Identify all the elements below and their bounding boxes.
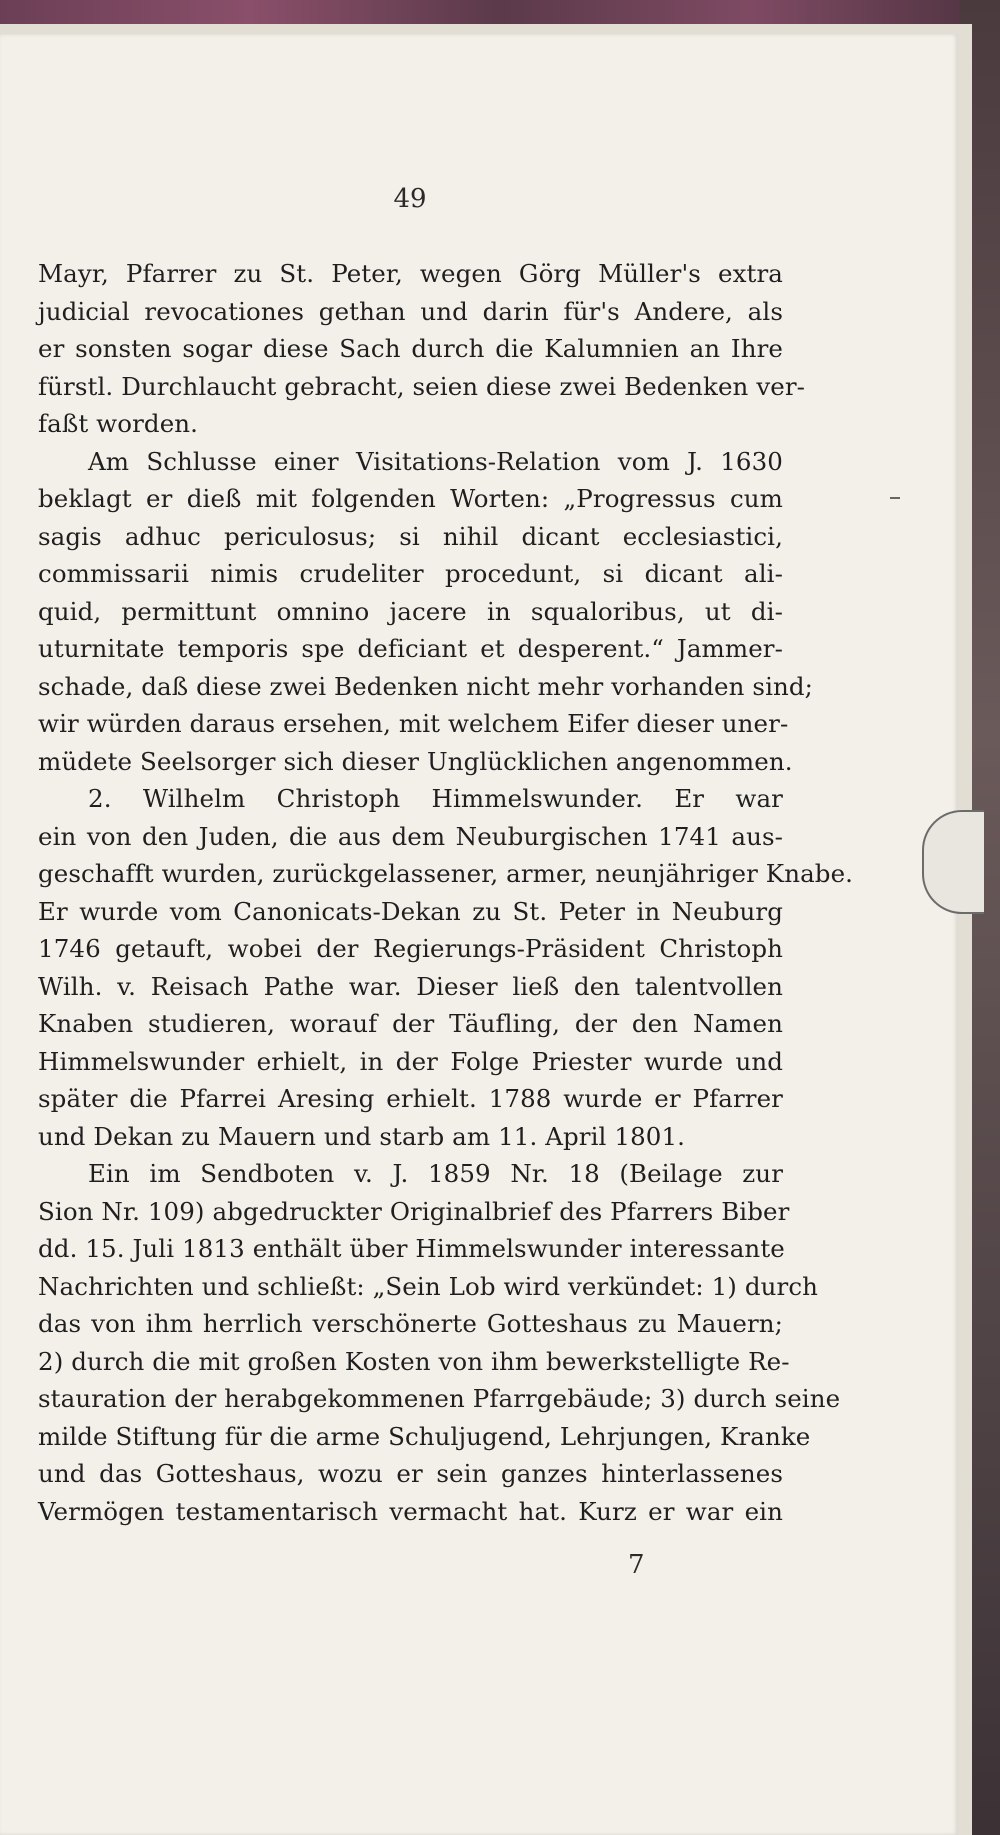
text-line: geschafft wurden, zurückgelassener, armer, neunjähriger Knabe. bbox=[38, 859, 854, 888]
text-line: Nachrichten und schließt: „Sein Lob wird verkündet: 1) durch bbox=[38, 1271, 819, 1301]
text-line: faßt worden. bbox=[38, 409, 199, 438]
text-line: Sion Nr. 109) abgedruckter Originalbrief des Pfarrers Biber bbox=[38, 1196, 790, 1226]
body-text bbox=[38, 255, 854, 1530]
text-line: schade, daß diese zwei Bedenken nicht mehr vorhanden sind; bbox=[38, 671, 814, 701]
text-line: quid, permittunt omnino jacere in squaloribus, ut di- bbox=[38, 596, 783, 626]
text-line: müdete Seelsorger sich dieser Unglücklichen angenommen. bbox=[38, 746, 793, 776]
text-line: wir würden daraus ersehen, mit welchem Eifer dieser uner- bbox=[38, 709, 789, 738]
text-line: später die Pfarrei Aresing erhielt. 1788 wurde er Pfarrer bbox=[38, 1084, 783, 1113]
text-line: 1746 getauft, wobei der Regierungs-Präsident Christoph bbox=[38, 934, 783, 963]
text-line: Himmelswunder erhielt, in der Folge Priester wurde und bbox=[38, 1046, 783, 1076]
text-line: Am Schlusse einer Visitations-Relation vom J. 1630 bbox=[88, 446, 783, 476]
text-line: 2. Wilhelm Christoph Himmelswunder. Er war bbox=[88, 784, 783, 813]
page-number: 49 bbox=[393, 184, 427, 214]
text-line: milde Stiftung für die arme Schuljugend, Lehrjungen, Kranke bbox=[38, 1421, 811, 1451]
text-line: Er wurde vom Canonicats-Dekan zu St. Peter in Neuburg bbox=[38, 896, 783, 926]
text-line: Knaben studieren, worauf der Täufling, der den Namen bbox=[38, 1009, 783, 1038]
text-line: fürstl. Durchlaucht gebracht, seien diese zwei Bedenken ver- bbox=[38, 371, 806, 401]
text-line: stauration der herabgekommenen Pfarrgebäude; 3) durch seine bbox=[38, 1384, 841, 1413]
text-line: das von ihm herrlich verschönerte Gotteshaus zu Mauern; bbox=[38, 1309, 783, 1338]
text-line: Vermögen testamentarisch vermacht hat. Kurz er war ein bbox=[38, 1496, 783, 1526]
text-line: Mayr, Pfarrer zu St. Peter, wegen Görg Müller's extra bbox=[38, 259, 783, 288]
signature-number: 7 bbox=[628, 1550, 645, 1580]
text-line: dd. 15. Juli 1813 enthält über Himmelswunder interessante bbox=[38, 1234, 785, 1263]
text-line: 2) durch die mit großen Kosten von ihm bewerkstelligte Re- bbox=[38, 1346, 790, 1376]
text-line: beklagt er dieß mit folgenden Worten: „Progressus cum bbox=[38, 484, 783, 513]
text-line: sagis adhuc periculosus; si nihil dicant ecclesiastici, bbox=[38, 521, 783, 551]
text-line: Ein im Sendboten v. J. 1859 Nr. 18 (Beilage zur bbox=[88, 1159, 783, 1188]
text-line: uturnitate temporis spe deficiant et desperent.“ Jammer- bbox=[38, 634, 783, 663]
bookmark-tab bbox=[922, 810, 984, 914]
text-line: er sonsten sogar diese Sach durch die Kalumnien an Ihre bbox=[38, 334, 783, 363]
text-line: Wilh. v. Reisach Pathe war. Dieser ließ den talentvollen bbox=[38, 971, 783, 1001]
text-line: ein von den Juden, die aus dem Neuburgischen 1741 aus- bbox=[38, 821, 783, 851]
text-line: judicial revocationes gethan und darin für's Andere, als bbox=[38, 296, 783, 326]
text-line: commissarii nimis crudeliter procedunt, si dicant ali- bbox=[38, 559, 783, 588]
text-line: und Dekan zu Mauern und starb am 11. April 1801. bbox=[38, 1121, 686, 1151]
margin-mark bbox=[890, 497, 900, 499]
text-line: und das Gotteshaus, wozu er sein ganzes hinterlassenes bbox=[38, 1459, 783, 1488]
